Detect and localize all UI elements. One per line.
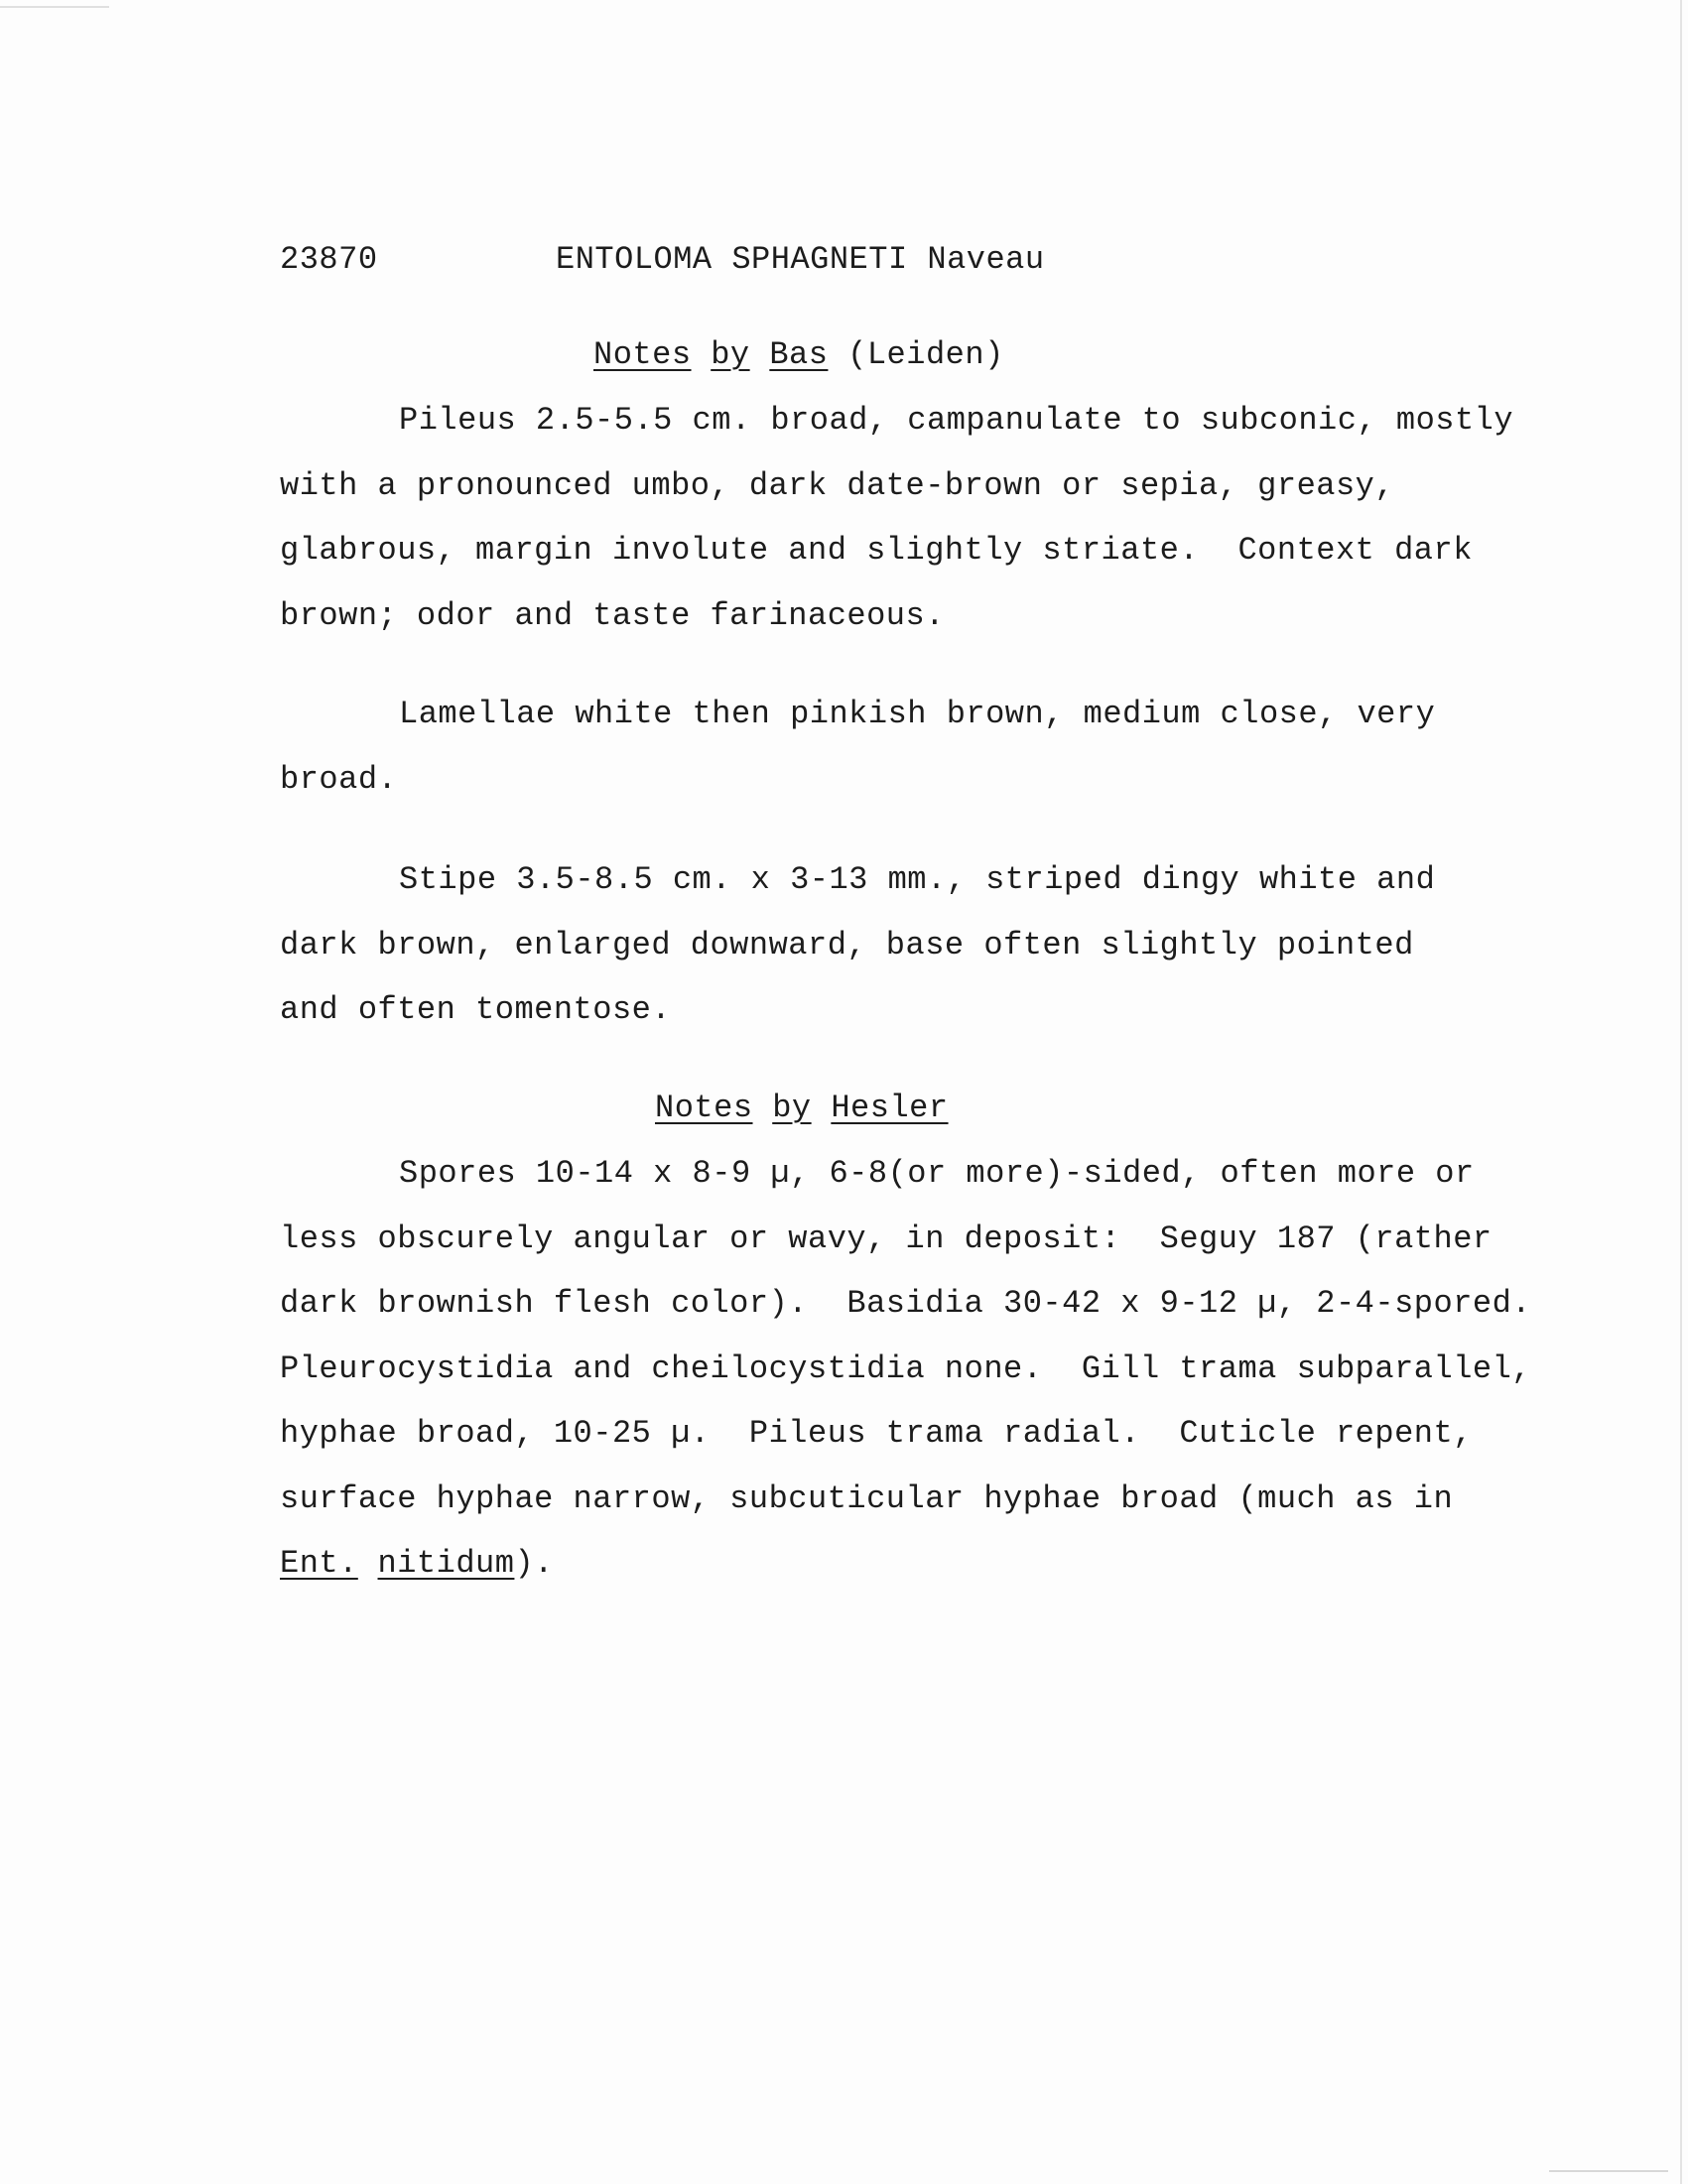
pileus-line: with a pronounced umbo, dark date-brown or sepia, greasy,	[280, 467, 1395, 504]
stipe-line: dark brown, enlarged downward, base often slightly pointed	[280, 927, 1414, 964]
hesler-line: hyphae broad, 10-25 µ. Pileus trama radial. Cuticle repent,	[280, 1415, 1473, 1452]
species-title: ENTOLOMA SPHAGNETI Naveau	[556, 241, 1045, 278]
heading-word: by	[711, 336, 750, 373]
closing-punctuation: ).	[514, 1545, 554, 1582]
hesler-line: Spores 10-14 x 8-9 µ, 6-8(or more)-sided, often more or	[399, 1155, 1475, 1192]
heading-location: (Leiden)	[847, 336, 1004, 373]
species-epithet: nitidum	[377, 1545, 515, 1582]
heading-word: Bas	[769, 336, 829, 373]
scan-edge-mark-bottom	[1549, 2170, 1668, 2172]
scan-edge-mark	[0, 6, 109, 8]
hesler-last-line	[280, 1544, 554, 1584]
accession-number: 23870	[280, 241, 378, 278]
pileus-line: glabrous, margin involute and slightly striate. Context dark	[280, 532, 1473, 569]
genus-abbrev: Ent.	[280, 1545, 358, 1582]
hesler-line: surface hyphae narrow, subcuticular hyphae broad (much as in	[280, 1480, 1454, 1517]
stipe-line: Stipe 3.5-8.5 cm. x 3-13 mm., striped dingy white and	[399, 861, 1436, 898]
stipe-line: and often tomentose.	[280, 991, 672, 1028]
heading-notes-by-bas	[593, 335, 1004, 375]
pileus-line: brown; odor and taste farinaceous.	[280, 597, 945, 634]
lamellae-line: broad.	[280, 761, 398, 798]
heading-word: by	[772, 1090, 812, 1126]
heading-word: Notes	[655, 1090, 753, 1126]
heading-word: Notes	[593, 336, 692, 373]
lamellae-line: Lamellae white then pinkish brown, medium close, very	[399, 696, 1436, 732]
hesler-line: less obscurely angular or wavy, in deposit: Seguy 187 (rather	[280, 1220, 1493, 1257]
hesler-line: dark brownish flesh color). Basidia 30-42 x 9-12 µ, 2-4-spored.	[280, 1285, 1531, 1322]
heading-word: Hesler	[831, 1090, 949, 1126]
hesler-line: Pleurocystidia and cheilocystidia none. Gill trama subparallel,	[280, 1350, 1531, 1387]
pileus-line: Pileus 2.5-5.5 cm. broad, campanulate to subconic, mostly	[399, 402, 1514, 439]
heading-notes-by-hesler	[655, 1089, 949, 1128]
scan-edge-line	[1680, 0, 1682, 2184]
